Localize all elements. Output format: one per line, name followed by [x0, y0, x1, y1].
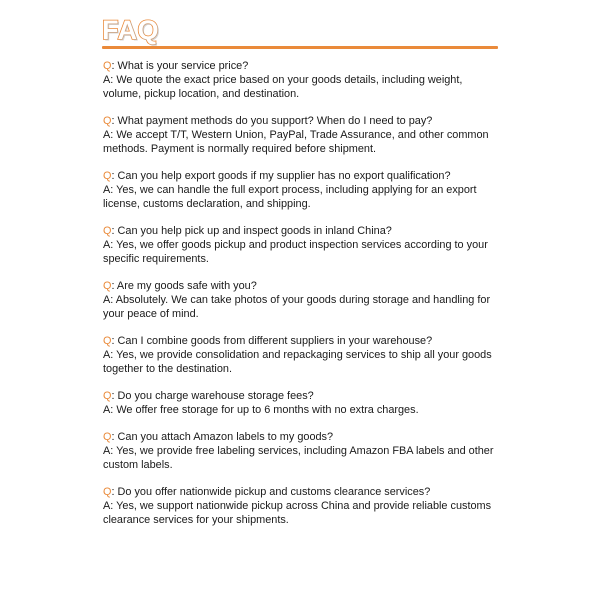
faq-question — [103, 114, 503, 128]
faq-answer: A: Yes, we provide free labeling services, including Amazon FBA labels and other custom labels. — [103, 445, 494, 471]
faq-item — [103, 114, 503, 156]
faq-item — [103, 59, 503, 101]
faq-question — [103, 169, 503, 183]
question-text: : Can you help export goods if my supplier has no export qualification? — [111, 170, 451, 182]
question-text: : Can I combine goods from different suppliers in your warehouse? — [111, 335, 433, 347]
faq-question — [103, 334, 503, 348]
question-marker: Q — [103, 390, 112, 402]
faq-question — [103, 59, 503, 73]
faq-item — [103, 169, 503, 211]
faq-question — [103, 279, 503, 293]
question-text: : What is your service price? — [111, 60, 249, 72]
faq-question — [103, 389, 503, 403]
faq-question — [103, 430, 503, 444]
question-text: : Do you offer nationwide pickup and customs clearance services? — [111, 486, 431, 498]
question-marker: Q — [103, 225, 112, 237]
question-marker: Q — [103, 170, 112, 182]
faq-item — [103, 430, 503, 472]
faq-answer: A: Yes, we offer goods pickup and product inspection services according to your specific requirements. — [103, 239, 488, 265]
faq-answer: A: Yes, we can handle the full export process, including applying for an export license, customs declaration, and shipping. — [103, 184, 477, 210]
faq-answer: A: We offer free storage for up to 6 months with no extra charges. — [103, 404, 419, 416]
page-title: FAQ — [102, 15, 160, 45]
title-underline — [102, 46, 498, 49]
faq-item — [103, 224, 503, 266]
faq-answer: A: Yes, we support nationwide pickup across China and provide reliable customs clearance services for your shipments. — [103, 500, 492, 526]
question-text: : Can you help pick up and inspect goods in inland China? — [111, 225, 392, 237]
question-marker: Q — [103, 280, 112, 292]
faq-header — [102, 16, 498, 52]
faq-answer: A: We quote the exact price based on your goods details, including weight, volume, pickup location, and destination. — [103, 74, 463, 100]
faq-item — [103, 334, 503, 376]
question-marker: Q — [103, 335, 112, 347]
question-text: : Are my goods safe with you? — [111, 280, 257, 292]
faq-answer: A: Absolutely. We can take photos of your goods during storage and handling for your peace of mind. — [103, 294, 491, 320]
question-text: : Do you charge warehouse storage fees? — [111, 390, 314, 402]
faq-question — [103, 485, 503, 499]
question-text: : What payment methods do you support? When do I need to pay? — [111, 115, 433, 127]
faq-item — [103, 389, 503, 417]
question-text: : Can you attach Amazon labels to my goods? — [111, 431, 334, 443]
faq-answer: A: We accept T/T, Western Union, PayPal, Trade Assurance, and other common methods. Payment is normally required before shipment. — [103, 129, 489, 155]
question-marker: Q — [103, 60, 112, 72]
question-marker: Q — [103, 486, 112, 498]
faq-item — [103, 279, 503, 321]
faq-item — [103, 485, 503, 527]
faq-answer: A: Yes, we provide consolidation and repackaging services to ship all your goods together to the destination. — [103, 349, 492, 375]
question-marker: Q — [103, 115, 112, 127]
faq-question — [103, 224, 503, 238]
faq-list — [103, 59, 503, 540]
question-marker: Q — [103, 431, 112, 443]
